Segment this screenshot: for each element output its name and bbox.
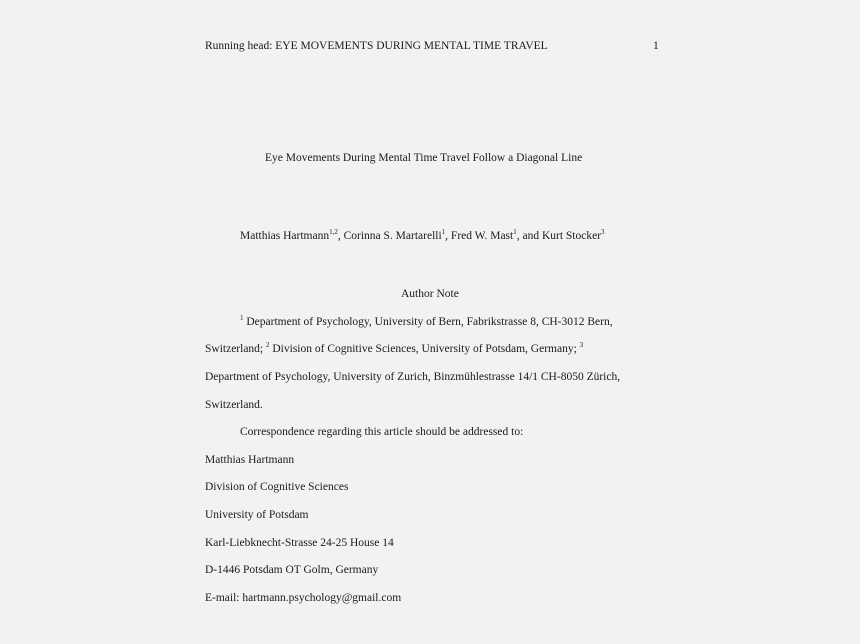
- author-note-heading: Author Note: [401, 288, 459, 300]
- address-line: Matthias Hartmann: [205, 454, 295, 466]
- author-name: Fred W. Mast: [450, 230, 514, 242]
- author-affiliation-mark: 3: [601, 228, 605, 237]
- author-separator: ,: [445, 230, 451, 242]
- author-affiliation-mark: 1: [513, 228, 517, 237]
- page-number: 1: [653, 40, 659, 52]
- author-separator: , and: [516, 230, 542, 242]
- author-name: Kurt Stocker: [541, 230, 602, 242]
- author-separator: ,: [337, 230, 344, 242]
- address-line: University of Potsdam: [205, 509, 309, 521]
- address-line: D-1446 Potsdam OT Golm, Germany: [205, 564, 379, 576]
- paper-title: Eye Movements During Mental Time Travel Follow a Diagonal Line: [265, 152, 583, 164]
- correspondence-statement: Correspondence regarding this article should be addressed to:: [240, 426, 524, 438]
- author-affiliation-mark: 1: [441, 228, 446, 237]
- author-affiliation-mark: 1,2: [329, 228, 338, 237]
- affiliation-line: Department of Psychology, University of Zurich, Binzmühlestrasse 14/1 CH-8050 Zürich,: [205, 371, 621, 383]
- affiliation-line: Switzerland.: [205, 399, 263, 411]
- affiliation-line: [205, 342, 583, 356]
- affiliation-text: Department of Psychology, University of Bern, Fabrikstrasse 8, CH-3012 Bern,: [243, 316, 613, 328]
- running-head: Running head: EYE MOVEMENTS DURING MENTAL TIME TRAVEL: [205, 40, 548, 52]
- affiliation-mark: 1: [240, 314, 244, 323]
- author-list: [240, 229, 605, 243]
- email-line: E-mail: hartmann.psychology@gmail.com: [205, 592, 402, 604]
- affiliation-mark: 2: [266, 341, 270, 350]
- address-line: Karl-Liebknecht-Strasse 24-25 House 14: [205, 537, 394, 549]
- affiliation-mark: 3: [579, 341, 584, 350]
- affiliation-text: Division of Cognitive Sciences, University of Potsdam, Germany;: [269, 343, 580, 355]
- author-name: Matthias Hartmann: [240, 230, 330, 242]
- affiliation-line: [240, 315, 613, 329]
- affiliation-text: Switzerland;: [205, 343, 266, 355]
- author-name: Corinna S. Martarelli: [343, 230, 442, 242]
- address-line: Division of Cognitive Sciences: [205, 481, 349, 493]
